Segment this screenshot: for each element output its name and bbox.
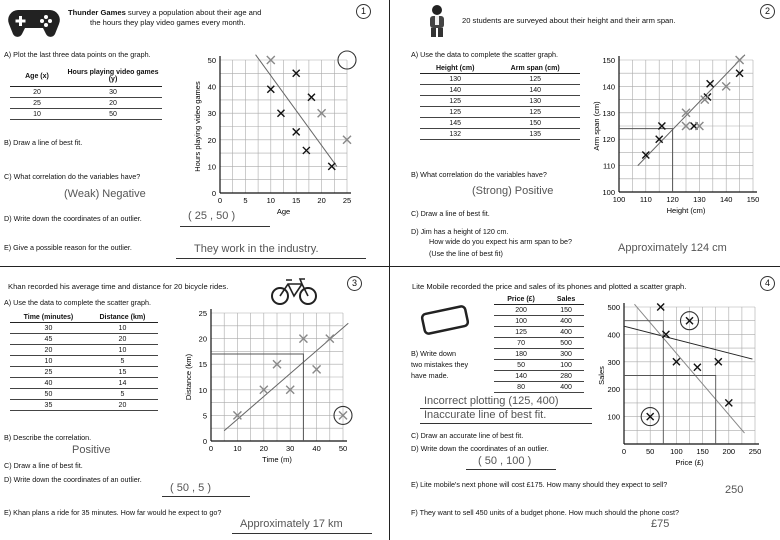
p1-answer-e: They work in the industry. <box>194 243 319 255</box>
p2-cell: 130 <box>490 96 580 107</box>
p4-table-header: Price (£) <box>494 294 548 305</box>
p2-cell: 145 <box>420 118 490 129</box>
x-tick-label: 50 <box>338 444 348 453</box>
p1-question-b: B) Draw a line of best fit. <box>4 138 83 147</box>
y-tick-label: 0 <box>211 189 216 198</box>
p4-cell: 140 <box>494 371 548 382</box>
p2-cell: 125 <box>490 74 580 85</box>
p3-table-header: Distance (km) <box>87 312 158 323</box>
p3-cell: 40 <box>10 378 87 389</box>
y-tick-label: 200 <box>607 385 620 395</box>
p4-cell: 80 <box>494 382 548 393</box>
p3-cell: 30 <box>10 323 87 334</box>
p3-cell: 50 <box>10 389 87 400</box>
p3-cell: 5 <box>87 389 158 400</box>
p1-table-header: Age (x) <box>10 66 64 87</box>
p4-cell: 300 <box>548 349 584 360</box>
p4-answer-e: 250 <box>725 484 744 496</box>
p4-answer-b1: Incorrect plotting (125, 400) <box>424 395 559 407</box>
y-tick-label: 0 <box>202 437 207 446</box>
p3-question-e: E) Khan plans a ride for 35 minutes. How far would he expect to go? <box>4 508 222 517</box>
p3-cell: 10 <box>10 356 87 367</box>
x-tick-label: 150 <box>696 447 709 456</box>
p1-cell: 10 <box>10 109 64 120</box>
p4-cell: 150 <box>548 305 584 316</box>
p3-answer-b: Positive <box>72 444 111 456</box>
x-tick-label: 100 <box>612 195 626 204</box>
y-tick-label: 120 <box>602 135 615 145</box>
p2-intro: 20 students are surveyed about their height and their arm span. <box>462 16 676 25</box>
y-tick-label: 10 <box>198 385 207 395</box>
p4-cell: 200 <box>494 305 548 316</box>
p3-number: 3 <box>347 276 362 291</box>
p4-cell: 100 <box>548 360 584 371</box>
p3-cell: 35 <box>10 400 87 411</box>
reading-line <box>624 376 716 445</box>
y-tick-label: 10 <box>207 162 216 172</box>
p4-question-c: C) Draw an accurate line of best fit. <box>411 431 524 440</box>
p3-question-b: B) Describe the correlation. <box>4 433 92 442</box>
p2-cell: 135 <box>490 129 580 140</box>
p4-question-f: F) They want to sell 450 units of a budget phone. How much should the phone cost? <box>411 508 679 517</box>
x-axis-label: Price (£) <box>675 458 704 467</box>
p4-intro: Lite Mobile recorded the price and sales of its phones and plotted a scatter graph. <box>412 282 687 291</box>
x-tick-label: 100 <box>670 447 683 456</box>
p1-number: 1 <box>356 4 371 19</box>
p4-cell: 400 <box>548 382 584 393</box>
p3-intro: Khan recorded his average time and distance for 20 bicycle rides. <box>8 282 229 291</box>
x-axis-label: Time (m) <box>262 455 292 464</box>
p1-answer-d-x: 25 <box>194 210 207 222</box>
p2-answer-b: (Strong) Positive <box>472 185 554 197</box>
p2-question-d1: D) Jim has a height of 120 cm. <box>411 227 509 236</box>
p1-cell: 20 <box>10 87 64 98</box>
reading-line <box>624 321 663 444</box>
p4-answer-d-y: 100 <box>506 455 525 467</box>
p2-question-b: B) What correlation do the variables have? <box>411 170 547 179</box>
y-tick-label: 15 <box>198 360 207 370</box>
x-tick-label: 50 <box>646 447 655 456</box>
p2-question-a: A) Use the data to complete the scatter graph. <box>411 50 559 59</box>
y-tick-label: 100 <box>602 188 615 197</box>
p2-cell: 140 <box>490 85 580 96</box>
p4-cell: 180 <box>494 349 548 360</box>
p4-cell: 400 <box>548 327 584 338</box>
y-tick-label: 140 <box>602 82 615 92</box>
p2-table-header: Height (cm) <box>420 63 490 74</box>
p2-answer-d: Approximately 124 cm <box>618 242 727 254</box>
p1-question-a: A) Plot the last three data points on the graph. <box>4 50 151 59</box>
p3-table-header: Time (minutes) <box>10 312 87 323</box>
p2-cell: 140 <box>420 85 490 96</box>
p4-cell: 50 <box>494 360 548 371</box>
y-tick-label: 5 <box>202 411 207 421</box>
x-tick-label: 20 <box>317 196 326 205</box>
p3-question-d: D) Write down the coordinates of an outlier. <box>4 475 142 484</box>
x-axis-label: Height (cm) <box>666 206 706 215</box>
x-tick-label: 200 <box>722 447 736 456</box>
p4-number: 4 <box>760 276 775 291</box>
y-tick-label: 40 <box>207 82 216 92</box>
p4-question-b1: B) Write down <box>411 349 457 358</box>
p4-table-header: Sales <box>548 294 584 305</box>
p1-answer-d-y: 50 <box>216 210 229 222</box>
p3-question-a: A) Use the data to complete the scatter graph. <box>4 298 152 307</box>
x-tick-label: 0 <box>217 196 223 205</box>
p2-cell: 130 <box>420 74 490 85</box>
p3-cell: 25 <box>10 367 87 378</box>
x-tick-label: 10 <box>266 196 275 205</box>
p2-cell: 150 <box>490 118 580 129</box>
p4-cell: 400 <box>548 316 584 327</box>
x-axis-label: Age <box>276 207 291 216</box>
y-tick-label: 100 <box>607 412 620 422</box>
x-tick-label: 20 <box>259 444 268 453</box>
p1-cell: 50 <box>64 109 162 120</box>
y-tick-label: 500 <box>607 303 620 312</box>
p3-answer-d-y: 5 <box>198 482 205 494</box>
x-tick-label: 130 <box>693 195 706 204</box>
y-tick-label: 130 <box>602 108 615 118</box>
p3-cell: 10 <box>87 345 158 356</box>
x-tick-label: 10 <box>233 444 242 453</box>
x-tick-label: 0 <box>208 444 214 453</box>
p3-answer-d-x: 50 <box>176 482 189 494</box>
p1-cell: 20 <box>64 98 162 109</box>
p4-cell: 500 <box>548 338 584 349</box>
y-axis-label: Hours playing video games <box>193 81 202 172</box>
y-tick-label: 20 <box>198 334 207 344</box>
p4-question-e: E) Lite mobile's next phone will cost £175. How many should they expect to sell? <box>411 480 668 489</box>
p3-cell: 15 <box>87 367 158 378</box>
x-tick-label: 15 <box>292 196 301 205</box>
p1-question-c: C) What correlation do the variables have? <box>4 172 141 181</box>
p2-cell: 125 <box>420 96 490 107</box>
p2-question-d3: (Use the line of best fit) <box>429 249 503 258</box>
y-tick-label: 25 <box>198 309 207 318</box>
p4-question-d: D) Write down the coordinates of an outlier. <box>411 444 549 453</box>
p1-table-header: Hours playing video games (y) <box>64 66 162 87</box>
p3-answer-e: Approximately 17 km <box>240 518 343 530</box>
p4-answer-b2: Inaccurate line of best fit. <box>424 409 547 421</box>
p4-question-b2: two mistakes they <box>411 360 469 369</box>
x-tick-label: 30 <box>286 444 295 453</box>
y-axis-label: Distance (km) <box>184 353 193 401</box>
p1-question-e: E) Give a possible reason for the outlier. <box>4 243 132 252</box>
p2-question-c: C) Draw a line of best fit. <box>411 209 490 218</box>
p4-cell: 100 <box>494 316 548 327</box>
y-axis-label: Arm span (cm) <box>592 101 601 151</box>
p2-cell: 125 <box>420 107 490 118</box>
p4-answer-f: £75 <box>651 518 670 530</box>
p3-cell: 14 <box>87 378 158 389</box>
x-tick-label: 250 <box>748 447 762 456</box>
y-tick-label: 150 <box>602 56 615 65</box>
p1-answer-d: ( 25 , 50 ) <box>188 210 236 222</box>
y-axis-label: Sales <box>597 366 606 385</box>
p3-cell: 20 <box>87 334 158 345</box>
p1-cell: 25 <box>10 98 64 109</box>
p2-number: 2 <box>760 4 775 19</box>
y-tick-label: 110 <box>603 161 615 171</box>
y-tick-label: 300 <box>607 357 620 367</box>
y-tick-label: 30 <box>207 109 216 119</box>
p2-cell: 132 <box>420 129 490 140</box>
p4-answer-d: ( 50 , 100 ) <box>478 455 532 467</box>
p4-cell: 280 <box>548 371 584 382</box>
y-tick-label: 50 <box>207 56 216 65</box>
x-tick-label: 110 <box>639 195 652 204</box>
incorrect-line <box>624 326 752 359</box>
x-tick-label: 5 <box>243 196 248 205</box>
p3-cell: 45 <box>10 334 87 345</box>
x-tick-label: 140 <box>719 195 733 204</box>
p1-answer-c: (Weak) Negative <box>64 188 146 200</box>
p2-cell: 125 <box>490 107 580 118</box>
p1-title: Thunder Games survey a population about their age and <box>68 8 262 17</box>
p2-question-d2: How wide do you expect his arm span to be? <box>429 237 573 246</box>
x-tick-label: 150 <box>746 195 760 204</box>
p3-question-c: C) Draw a line of best fit. <box>4 461 83 470</box>
p2-table-header: Arm span (cm) <box>490 63 580 74</box>
p1-cell: 30 <box>64 87 162 98</box>
p3-cell: 5 <box>87 356 158 367</box>
x-tick-label: 25 <box>342 196 352 205</box>
p3-cell: 20 <box>10 345 87 356</box>
p3-answer-d: ( 50 , 5 ) <box>170 482 212 494</box>
p4-question-b3: have made. <box>411 371 449 380</box>
x-tick-label: 0 <box>621 447 627 456</box>
p4-cell: 70 <box>494 338 548 349</box>
y-tick-label: 20 <box>207 135 216 145</box>
y-tick-label: 400 <box>607 330 620 340</box>
x-tick-label: 120 <box>666 195 679 204</box>
p3-cell: 20 <box>87 400 158 411</box>
p1-title-line2: the hours they play video games every month. <box>90 18 246 27</box>
p4-answer-d-x: 50 <box>484 455 497 467</box>
x-tick-label: 40 <box>312 444 321 453</box>
p3-cell: 10 <box>87 323 158 334</box>
p4-cell: 125 <box>494 327 548 338</box>
p1-question-d: D) Write down the coordinates of an outlier. <box>4 214 142 223</box>
